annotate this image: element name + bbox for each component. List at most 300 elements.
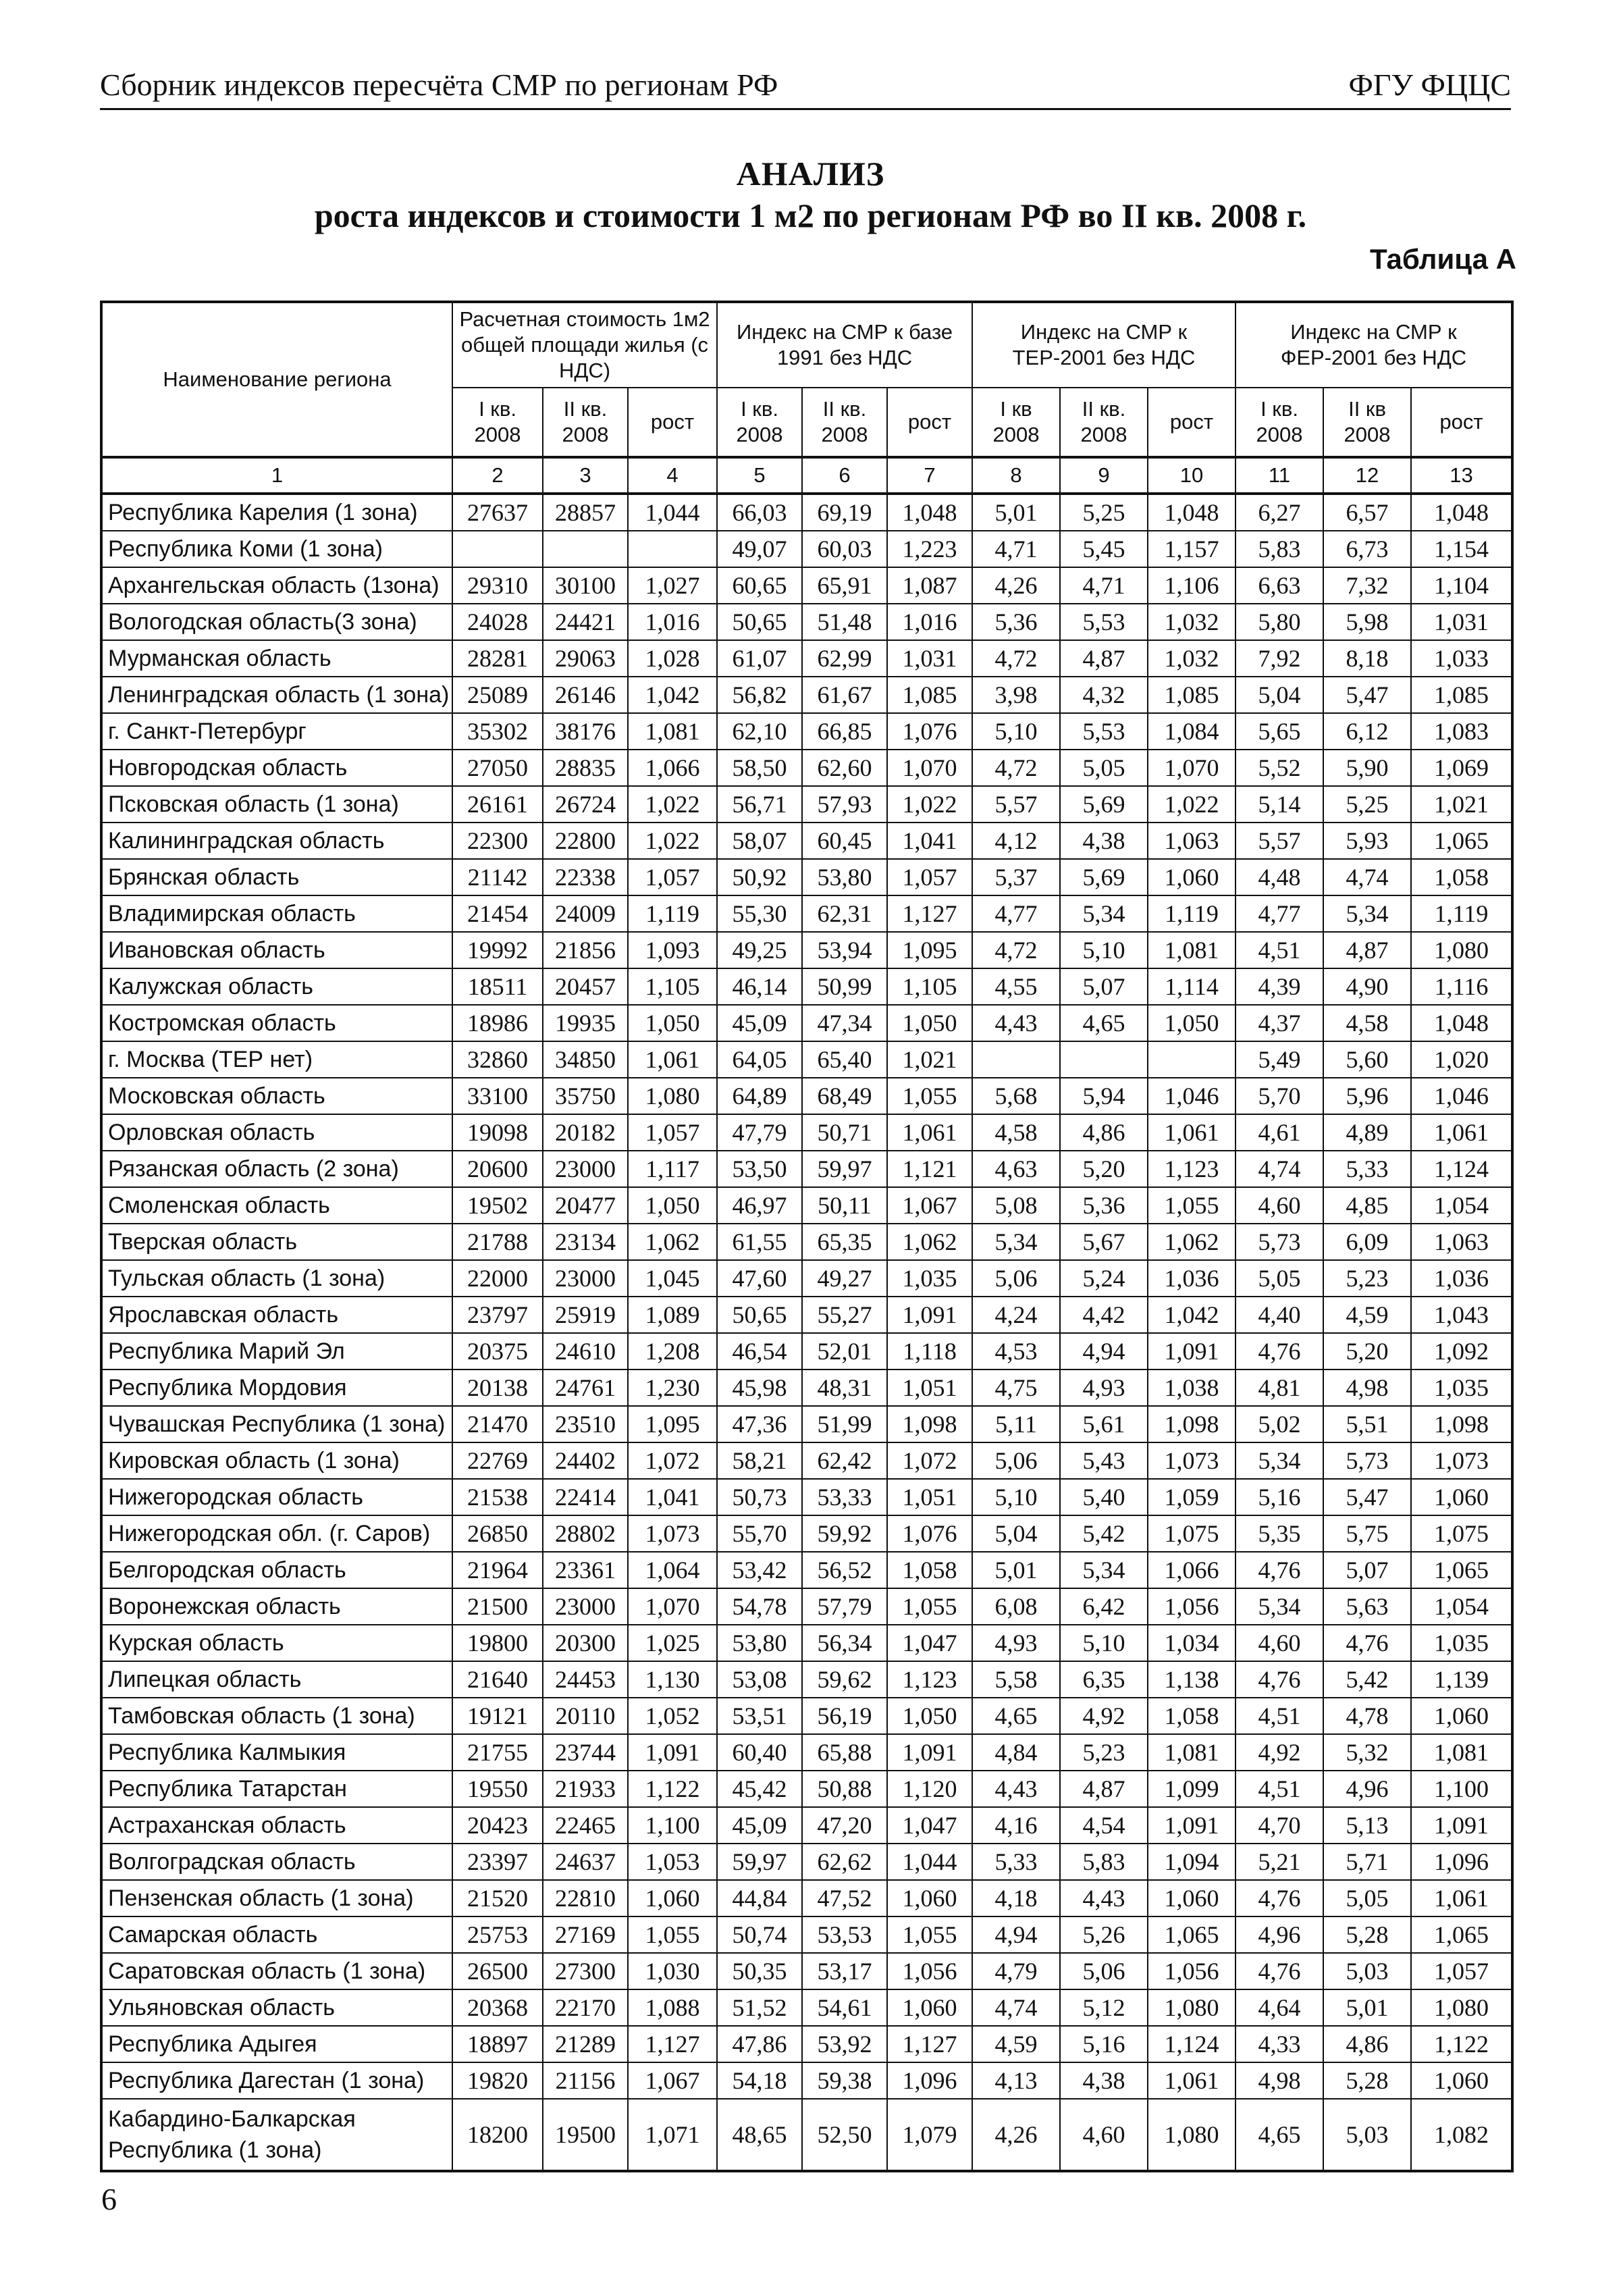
value-cell	[1060, 1041, 1148, 1078]
value-cell: 6,35	[1060, 1661, 1148, 1698]
value-cell: 50,99	[802, 968, 887, 1005]
value-cell: 65,40	[802, 1041, 887, 1078]
value-cell: 1,056	[1148, 1588, 1235, 1625]
table-row	[101, 859, 1512, 895]
table-row	[101, 750, 1512, 786]
value-cell: 6,42	[1060, 1588, 1148, 1625]
value-cell: 4,96	[1235, 1916, 1323, 1953]
value-cell: 1,081	[1148, 1734, 1235, 1771]
value-cell: 49,07	[717, 531, 802, 567]
value-cell: 1,033	[1411, 640, 1512, 677]
table-row	[101, 1880, 1512, 1916]
value-cell: 27300	[543, 1953, 628, 1989]
value-cell: 4,32	[1060, 677, 1148, 713]
value-cell: 3,98	[972, 677, 1060, 713]
value-cell: 18200	[452, 2099, 543, 2171]
value-cell: 5,58	[972, 1661, 1060, 1698]
value-cell: 21964	[452, 1552, 543, 1588]
value-cell: 50,65	[717, 604, 802, 640]
value-cell: 1,055	[887, 1588, 972, 1625]
column-number: 5	[717, 457, 802, 494]
value-cell: 50,35	[717, 1953, 802, 1989]
value-cell: 4,60	[1060, 2099, 1148, 2171]
value-cell: 5,16	[1235, 1479, 1323, 1515]
value-cell: 6,09	[1323, 1224, 1411, 1260]
value-cell: 5,01	[972, 1552, 1060, 1588]
table-row	[101, 1260, 1512, 1297]
value-cell: 23361	[543, 1552, 628, 1588]
value-cell: 27169	[543, 1916, 628, 1953]
value-cell: 18986	[452, 1005, 543, 1041]
value-cell: 1,119	[1148, 895, 1235, 932]
table-row	[101, 1953, 1512, 1989]
value-cell: 1,060	[1411, 1479, 1512, 1515]
value-cell: 21454	[452, 895, 543, 932]
value-cell: 4,59	[972, 2026, 1060, 2062]
value-cell: 1,120	[887, 1771, 972, 1807]
value-cell: 50,71	[802, 1114, 887, 1151]
value-cell: 1,079	[887, 2099, 972, 2171]
value-cell: 5,05	[1323, 1880, 1411, 1916]
region-name-cell: Астраханская область	[101, 1807, 452, 1844]
value-cell: 28857	[543, 494, 628, 531]
value-cell: 24421	[543, 604, 628, 640]
value-cell: 1,119	[1411, 895, 1512, 932]
table-row	[101, 1989, 1512, 2026]
value-cell: 61,07	[717, 640, 802, 677]
value-cell: 1,073	[1148, 1442, 1235, 1479]
value-cell: 1,098	[1148, 1406, 1235, 1442]
value-cell: 5,75	[1323, 1515, 1411, 1552]
value-cell: 5,24	[1060, 1260, 1148, 1297]
value-cell: 1,041	[628, 1479, 717, 1515]
value-cell: 5,06	[1060, 1953, 1148, 1989]
value-cell: 23134	[543, 1224, 628, 1260]
value-cell: 19121	[452, 1698, 543, 1734]
value-cell: 68,49	[802, 1078, 887, 1114]
value-cell: 62,62	[802, 1844, 887, 1880]
value-cell: 50,92	[717, 859, 802, 895]
value-cell: 53,94	[802, 932, 887, 968]
value-cell: 1,095	[887, 932, 972, 968]
column-number: 8	[972, 457, 1060, 494]
region-name-cell: Новгородская область	[101, 750, 452, 786]
subheader-cell: II кв. 2008	[543, 388, 628, 457]
value-cell: 54,18	[717, 2062, 802, 2099]
column-number: 11	[1235, 457, 1323, 494]
value-cell: 1,080	[1148, 2099, 1235, 2171]
value-cell: 1,057	[628, 1114, 717, 1151]
value-cell: 20423	[452, 1807, 543, 1844]
value-cell: 4,72	[972, 750, 1060, 786]
value-cell: 5,43	[1060, 1442, 1148, 1479]
region-name-cell: Калининградская область	[101, 823, 452, 859]
value-cell: 4,77	[1235, 895, 1323, 932]
value-cell: 1,062	[887, 1224, 972, 1260]
value-cell: 1,096	[887, 2062, 972, 2099]
value-cell: 1,154	[1411, 531, 1512, 567]
value-cell: 4,58	[972, 1114, 1060, 1151]
table-row	[101, 604, 1512, 640]
region-name-cell: Чувашская Республика (1 зона)	[101, 1406, 452, 1442]
value-cell: 1,031	[887, 640, 972, 677]
value-cell: 1,061	[628, 1041, 717, 1078]
value-cell: 4,87	[1060, 640, 1148, 677]
value-cell: 50,65	[717, 1297, 802, 1333]
region-name-cell: Владимирская область	[101, 895, 452, 932]
value-cell: 1,083	[1411, 713, 1512, 750]
value-cell: 20110	[543, 1698, 628, 1734]
value-cell: 62,60	[802, 750, 887, 786]
value-cell: 1,046	[1148, 1078, 1235, 1114]
region-name-cell: Республика Коми (1 зона)	[101, 531, 452, 567]
value-cell: 1,051	[887, 1369, 972, 1406]
value-cell: 1,061	[1148, 1114, 1235, 1151]
value-cell: 4,63	[972, 1151, 1060, 1187]
subheader-cell: I кв 2008	[972, 388, 1060, 457]
value-cell: 4,92	[1235, 1734, 1323, 1771]
table-row	[101, 1916, 1512, 1953]
value-cell: 1,048	[1411, 1005, 1512, 1041]
value-cell: 5,28	[1323, 2062, 1411, 2099]
value-cell: 6,73	[1323, 531, 1411, 567]
region-name-cell: Республика Адыгея	[101, 2026, 452, 2062]
value-cell: 4,94	[972, 1916, 1060, 1953]
value-cell: 4,86	[1060, 1114, 1148, 1151]
table-row	[101, 1442, 1512, 1479]
value-cell: 60,45	[802, 823, 887, 859]
value-cell: 5,07	[1060, 968, 1148, 1005]
value-cell: 4,72	[972, 640, 1060, 677]
value-cell: 1,043	[1411, 1297, 1512, 1333]
value-cell: 50,11	[802, 1187, 887, 1224]
value-cell: 5,10	[1060, 932, 1148, 968]
value-cell: 1,058	[1148, 1698, 1235, 1734]
value-cell: 1,071	[628, 2099, 717, 2171]
region-name-cell: Орловская область	[101, 1114, 452, 1151]
value-cell: 5,14	[1235, 786, 1323, 823]
value-cell: 45,09	[717, 1005, 802, 1041]
value-cell: 5,13	[1323, 1807, 1411, 1844]
value-cell: 7,32	[1323, 567, 1411, 604]
value-cell: 23000	[543, 1151, 628, 1187]
value-cell: 64,05	[717, 1041, 802, 1078]
value-cell: 22800	[543, 823, 628, 859]
value-cell: 4,51	[1235, 932, 1323, 968]
value-cell: 28281	[452, 640, 543, 677]
region-name-cell: Нижегородская область	[101, 1479, 452, 1515]
region-name-cell: Курская область	[101, 1625, 452, 1661]
value-cell: 1,053	[628, 1844, 717, 1880]
value-cell: 1,016	[887, 604, 972, 640]
value-cell: 5,12	[1060, 1989, 1148, 2026]
value-cell: 5,73	[1323, 1442, 1411, 1479]
value-cell: 1,046	[1411, 1078, 1512, 1114]
value-cell: 1,028	[628, 640, 717, 677]
value-cell: 1,065	[1411, 823, 1512, 859]
value-cell: 4,96	[1323, 1771, 1411, 1807]
value-cell: 8,18	[1323, 640, 1411, 677]
table-row	[101, 2026, 1512, 2062]
value-cell: 6,27	[1235, 494, 1323, 531]
table-row	[101, 640, 1512, 677]
value-cell: 5,33	[1323, 1151, 1411, 1187]
value-cell: 5,47	[1323, 677, 1411, 713]
value-cell: 4,26	[972, 567, 1060, 604]
value-cell: 1,064	[628, 1552, 717, 1588]
value-cell: 5,37	[972, 859, 1060, 895]
value-cell: 53,42	[717, 1552, 802, 1588]
value-cell: 21788	[452, 1224, 543, 1260]
value-cell: 4,33	[1235, 2026, 1323, 2062]
table-row	[101, 823, 1512, 859]
value-cell: 58,50	[717, 750, 802, 786]
value-cell	[452, 531, 543, 567]
value-cell: 4,72	[972, 932, 1060, 968]
value-cell: 4,71	[1060, 567, 1148, 604]
value-cell: 35750	[543, 1078, 628, 1114]
value-cell: 5,42	[1060, 1515, 1148, 1552]
value-cell: 1,122	[628, 1771, 717, 1807]
column-group-index-1991: Индекс на СМР к базе 1991 без НДС	[717, 302, 972, 388]
value-cell: 1,027	[628, 567, 717, 604]
column-number: 3	[543, 457, 628, 494]
table-row	[101, 494, 1512, 531]
value-cell: 1,050	[628, 1187, 717, 1224]
table-row	[101, 1734, 1512, 1771]
value-cell: 1,058	[1411, 859, 1512, 895]
table-row	[101, 1041, 1512, 1078]
value-cell: 1,042	[628, 677, 717, 713]
region-name-cell: Липецкая область	[101, 1661, 452, 1698]
value-cell: 5,40	[1060, 1479, 1148, 1515]
value-cell: 1,016	[628, 604, 717, 640]
value-cell: 5,26	[1060, 1916, 1148, 1953]
column-number: 4	[628, 457, 717, 494]
value-cell	[543, 531, 628, 567]
value-cell: 1,104	[1411, 567, 1512, 604]
value-cell: 1,061	[1148, 2062, 1235, 2099]
value-cell: 4,86	[1323, 2026, 1411, 2062]
value-cell: 5,01	[1323, 1989, 1411, 2026]
value-cell: 4,65	[1235, 2099, 1323, 2171]
value-cell: 32860	[452, 1041, 543, 1078]
value-cell: 1,080	[1148, 1989, 1235, 2026]
value-cell: 1,098	[1411, 1406, 1512, 1442]
value-cell: 4,58	[1323, 1005, 1411, 1041]
value-cell: 1,032	[1148, 640, 1235, 677]
value-cell: 1,072	[887, 1442, 972, 1479]
value-cell: 53,33	[802, 1479, 887, 1515]
subheader-cell: рост	[1411, 388, 1512, 457]
value-cell: 50,73	[717, 1479, 802, 1515]
column-number: 1	[101, 457, 452, 494]
table-row	[101, 1005, 1512, 1041]
value-cell: 69,19	[802, 494, 887, 531]
value-cell: 24028	[452, 604, 543, 640]
value-cell: 5,35	[1235, 1515, 1323, 1552]
value-cell: 1,123	[1148, 1151, 1235, 1187]
value-cell: 5,57	[972, 786, 1060, 823]
subheader-cell: рост	[887, 388, 972, 457]
value-cell: 59,97	[802, 1151, 887, 1187]
value-cell: 1,080	[628, 1078, 717, 1114]
value-cell: 1,138	[1148, 1661, 1235, 1698]
value-cell: 5,51	[1323, 1406, 1411, 1442]
value-cell: 30100	[543, 567, 628, 604]
value-cell: 5,60	[1323, 1041, 1411, 1078]
value-cell: 1,060	[1411, 1698, 1512, 1734]
value-cell: 1,059	[1148, 1479, 1235, 1515]
value-cell: 53,17	[802, 1953, 887, 1989]
value-cell: 5,07	[1323, 1552, 1411, 1588]
value-cell: 1,070	[628, 1588, 717, 1625]
value-cell: 4,40	[1235, 1297, 1323, 1333]
column-header-region: Наименование региона	[101, 302, 452, 457]
value-cell: 5,01	[972, 494, 1060, 531]
value-cell: 58,21	[717, 1442, 802, 1479]
table-row	[101, 1406, 1512, 1442]
value-cell: 1,022	[628, 786, 717, 823]
value-cell: 4,84	[972, 1734, 1060, 1771]
value-cell: 25919	[543, 1297, 628, 1333]
value-cell: 5,98	[1323, 604, 1411, 640]
value-cell: 20368	[452, 1989, 543, 2026]
column-number: 10	[1148, 457, 1235, 494]
value-cell: 45,42	[717, 1771, 802, 1807]
value-cell: 1,067	[887, 1187, 972, 1224]
table-row	[101, 1771, 1512, 1807]
value-cell: 4,87	[1060, 1771, 1148, 1807]
value-cell: 4,12	[972, 823, 1060, 859]
value-cell: 1,063	[1411, 1224, 1512, 1260]
value-cell	[1148, 1041, 1235, 1078]
value-cell: 49,25	[717, 932, 802, 968]
subheader-cell: рост	[628, 388, 717, 457]
column-number: 13	[1411, 457, 1512, 494]
region-name-cell: Костромская область	[101, 1005, 452, 1041]
column-group-cost-per-m2: Расчетная стоимость 1м2 общей площади жилья (с НДС)	[452, 302, 717, 388]
value-cell: 4,51	[1235, 1771, 1323, 1807]
value-cell: 1,106	[1148, 567, 1235, 604]
value-cell: 61,55	[717, 1224, 802, 1260]
value-cell: 19935	[543, 1005, 628, 1041]
header-collection-title: Сборник индексов пересчёта СМР по регионам РФ	[100, 68, 778, 102]
value-cell: 4,42	[1060, 1297, 1148, 1333]
value-cell: 4,24	[972, 1297, 1060, 1333]
value-cell: 5,83	[1060, 1844, 1148, 1880]
value-cell: 25089	[452, 677, 543, 713]
table-row	[101, 1844, 1512, 1880]
value-cell: 4,43	[972, 1005, 1060, 1041]
column-number: 12	[1323, 457, 1411, 494]
table-row	[101, 1114, 1512, 1151]
value-cell: 22170	[543, 1989, 628, 2026]
value-cell: 6,12	[1323, 713, 1411, 750]
value-cell: 1,042	[1148, 1297, 1235, 1333]
value-cell: 56,71	[717, 786, 802, 823]
column-number: 6	[802, 457, 887, 494]
value-cell: 4,59	[1323, 1297, 1411, 1333]
value-cell: 1,075	[1148, 1515, 1235, 1552]
value-cell: 1,091	[1148, 1807, 1235, 1844]
value-cell: 1,088	[628, 1989, 717, 2026]
value-cell: 5,96	[1323, 1078, 1411, 1114]
value-cell: 5,71	[1323, 1844, 1411, 1880]
value-cell: 4,77	[972, 895, 1060, 932]
value-cell: 1,091	[1148, 1333, 1235, 1369]
region-name-cell: г. Москва (ТЕР нет)	[101, 1041, 452, 1078]
value-cell: 1,122	[1411, 2026, 1512, 2062]
value-cell: 56,34	[802, 1625, 887, 1661]
value-cell: 5,63	[1323, 1588, 1411, 1625]
value-cell: 4,89	[1323, 1114, 1411, 1151]
value-cell: 5,20	[1323, 1333, 1411, 1369]
value-cell: 4,54	[1060, 1807, 1148, 1844]
value-cell: 4,53	[972, 1333, 1060, 1369]
value-cell: 4,98	[1235, 2062, 1323, 2099]
value-cell: 47,52	[802, 1880, 887, 1916]
region-name-cell: Мурманская область	[101, 640, 452, 677]
value-cell: 5,06	[972, 1260, 1060, 1297]
value-cell: 1,048	[887, 494, 972, 531]
value-cell: 4,55	[972, 968, 1060, 1005]
value-cell: 5,61	[1060, 1406, 1148, 1442]
value-cell: 4,94	[1060, 1333, 1148, 1369]
value-cell: 4,61	[1235, 1114, 1323, 1151]
value-cell: 19992	[452, 932, 543, 968]
value-cell: 20182	[543, 1114, 628, 1151]
value-cell: 1,045	[628, 1260, 717, 1297]
table-row	[101, 895, 1512, 932]
value-cell: 22414	[543, 1479, 628, 1515]
value-cell: 53,08	[717, 1661, 802, 1698]
table-row	[101, 786, 1512, 823]
table-row	[101, 932, 1512, 968]
value-cell: 22769	[452, 1442, 543, 1479]
value-cell: 1,055	[628, 1916, 717, 1953]
value-cell: 26146	[543, 677, 628, 713]
value-cell: 1,087	[887, 567, 972, 604]
value-cell: 4,74	[1323, 859, 1411, 895]
value-cell: 1,105	[887, 968, 972, 1005]
value-cell: 62,99	[802, 640, 887, 677]
table-row	[101, 2099, 1512, 2171]
value-cell: 1,022	[887, 786, 972, 823]
table-row	[101, 968, 1512, 1005]
value-cell: 23510	[543, 1406, 628, 1442]
value-cell: 26161	[452, 786, 543, 823]
header-organization: ФГУ ФЦЦС	[1348, 68, 1511, 102]
value-cell: 26724	[543, 786, 628, 823]
value-cell: 1,057	[887, 859, 972, 895]
value-cell: 55,70	[717, 1515, 802, 1552]
value-cell: 56,82	[717, 677, 802, 713]
value-cell: 18897	[452, 2026, 543, 2062]
table-row	[101, 713, 1512, 750]
value-cell: 1,038	[1148, 1369, 1235, 1406]
value-cell: 28835	[543, 750, 628, 786]
value-cell: 4,70	[1235, 1807, 1323, 1844]
table-row	[101, 2062, 1512, 2099]
value-cell: 1,127	[628, 2026, 717, 2062]
value-cell: 1,050	[887, 1698, 972, 1734]
value-cell: 22465	[543, 1807, 628, 1844]
table-row	[101, 1151, 1512, 1187]
value-cell: 4,74	[972, 1989, 1060, 2026]
value-cell: 19098	[452, 1114, 543, 1151]
value-cell: 5,93	[1323, 823, 1411, 859]
